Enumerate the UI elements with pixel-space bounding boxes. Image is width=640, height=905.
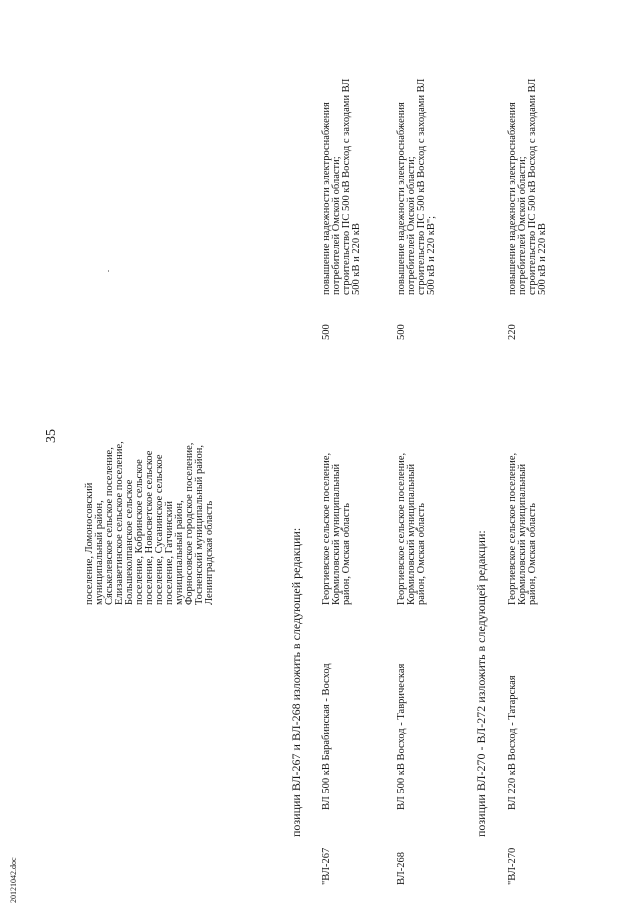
- scan-speck: [108, 270, 109, 272]
- text-line: муниципальный район,: [174, 500, 185, 605]
- row-purpose: [397, 79, 437, 295]
- row-location: [322, 453, 352, 605]
- row-name: ВЛ 500 кВ Восход - Таврическая: [396, 663, 407, 810]
- text-line: Георгиевское сельское поселение,: [321, 452, 332, 605]
- row-voltage: 220: [507, 324, 518, 340]
- text-line: район, Омская область: [341, 503, 352, 605]
- text-line: Георгиевское сельское поселение,: [396, 452, 407, 605]
- document-body: [50, 35, 610, 895]
- text-line: Сяськелевское сельское поселение,: [104, 447, 115, 605]
- text-line: Кормиловский муниципальный: [406, 463, 417, 605]
- text-line: повышение надежности электроснабжения: [396, 102, 407, 295]
- row-name: ВЛ 220 кВ Восход - Татарская: [507, 675, 518, 810]
- instruction-heading: позиции ВЛ-267 и ВЛ-268 изложить в следующей редакции:: [289, 527, 303, 837]
- row-location: [397, 453, 427, 605]
- page-number: 35: [44, 429, 59, 443]
- row-purpose: [508, 79, 548, 295]
- text-line: район, Омская область: [416, 503, 427, 605]
- text-line: потребителей Омской области;: [406, 156, 417, 295]
- text-line: Большеколпанское сельское: [124, 479, 135, 605]
- text-line: повышение надежности электроснабжения: [507, 102, 518, 295]
- row-location: [508, 453, 538, 605]
- text-line: Елизаветинское сельское поселение,: [114, 441, 125, 605]
- text-line: 500 кВ и 220 кВ";: [426, 215, 437, 295]
- text-line: 500 кВ и 220 кВ: [537, 223, 548, 295]
- text-line: Кормиловский муниципальный: [517, 463, 528, 605]
- text-line: муниципальный район,: [94, 500, 105, 605]
- text-line: строительство ПС 500 кВ Восход с заходами ВЛ: [527, 78, 538, 295]
- instruction-heading: позиции ВЛ-270 - ВЛ-272 изложить в следующей редакции:: [474, 530, 488, 837]
- text-line: район, Омская область: [527, 503, 538, 605]
- text-line: 500 кВ и 220 кВ: [351, 223, 362, 295]
- continuation-location: [85, 441, 215, 605]
- row-voltage: 500: [321, 324, 332, 340]
- text-line: поселение, Ломоносовский: [84, 482, 95, 605]
- text-line: поселение, Сусанинское сельское: [154, 454, 165, 605]
- text-line: Тосненский муниципальный район,: [194, 444, 205, 605]
- text-line: Ленинградская область: [204, 500, 215, 605]
- text-line: поселение, Новосветское сельское: [144, 450, 155, 605]
- row-voltage: 500: [396, 324, 407, 340]
- row-code: "ВЛ-267: [321, 847, 332, 885]
- text-line: поселение, Гатчинский: [164, 501, 175, 605]
- text-line: строительство ПС 500 кВ Восход с заходами ВЛ: [416, 78, 427, 295]
- text-line: поселение, Кобринское сельское: [134, 459, 145, 605]
- text-line: Форносовское городское поселение,: [184, 442, 195, 605]
- row-code: ВЛ-268: [396, 852, 407, 885]
- row-purpose: [322, 79, 362, 295]
- row-name: ВЛ 500 кВ Барабинская - Восход: [321, 663, 332, 810]
- text-line: строительство ПС 500 кВ Восход с заходами ВЛ: [341, 78, 352, 295]
- text-line: повышение надежности электроснабжения: [321, 102, 332, 295]
- text-line: потребителей Омской области;: [331, 156, 342, 295]
- text-line: Кормиловский муниципальный: [331, 463, 342, 605]
- document-code: 20121042.doc: [9, 857, 18, 903]
- text-line: потребителей Омской области;: [517, 156, 528, 295]
- text-line: Георгиевское сельское поселение,: [507, 452, 518, 605]
- row-code: "ВЛ-270: [507, 847, 518, 885]
